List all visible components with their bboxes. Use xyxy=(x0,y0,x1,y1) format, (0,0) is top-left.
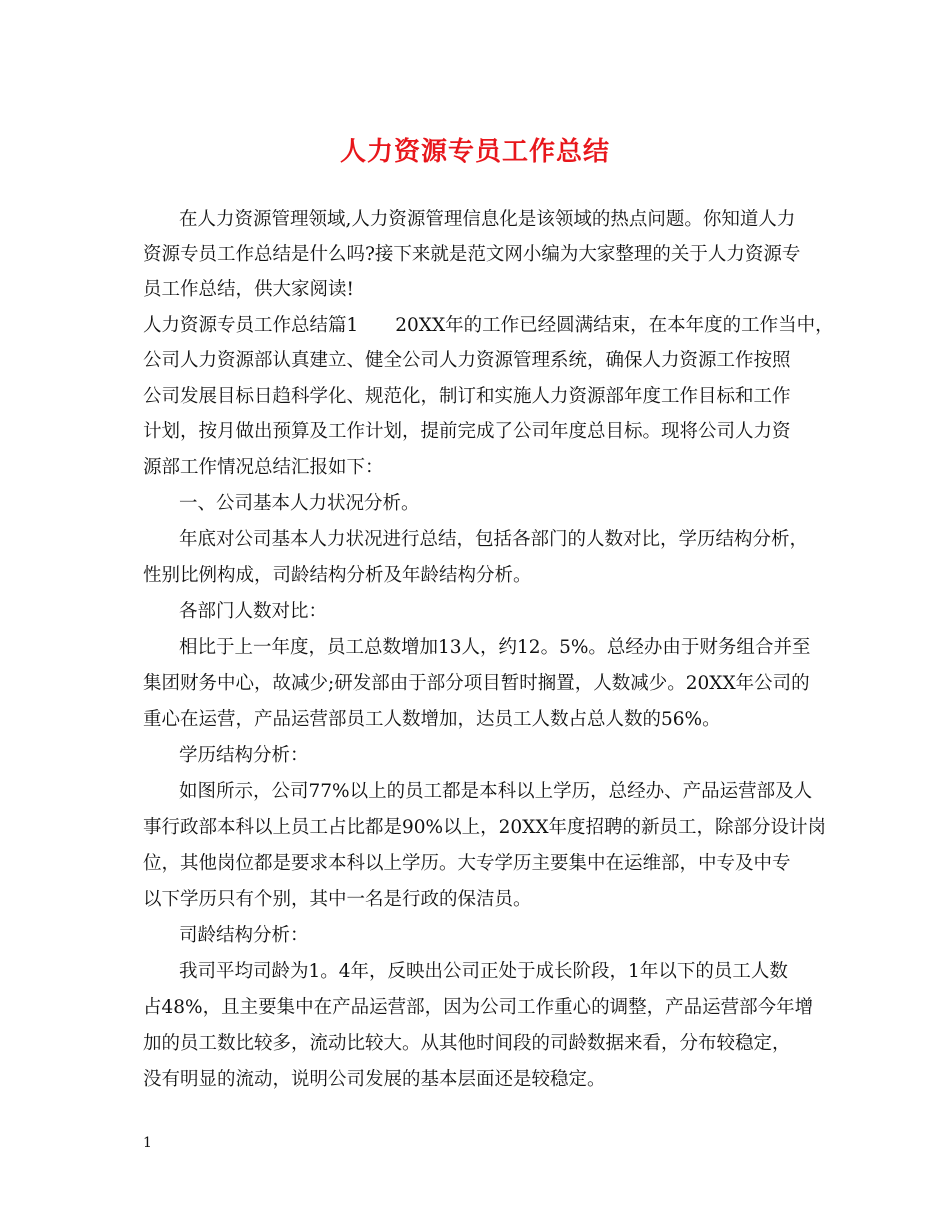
body-line: 源部工作情况总结汇报如下： xyxy=(143,457,384,478)
body-line: 年底对公司基本人力状况进行总结，包括各部门的人数对比，学历结构分析， xyxy=(179,529,809,550)
body-line: 加的员工数比较多，流动比较大。从其他时间段的司龄数据来看，分布较稳定， xyxy=(143,1033,791,1054)
subsection-heading: 学历结构分析： xyxy=(179,745,309,766)
subsection-heading: 各部门人数对比： xyxy=(179,601,328,622)
page-number: 1 xyxy=(143,1135,152,1151)
body-line: 相比于上一年度，员工总数增加13人，约12。5%。总经办由于财务组合并至 xyxy=(179,637,811,658)
body-line: 以下学历只有个别，其中一名是行政的保洁员。 xyxy=(143,889,532,910)
body-line: 员工作总结，供大家阅读! xyxy=(143,279,354,300)
body-line: 占48%，且主要集中在产品运营部，因为公司工作重心的调整，产品运营部今年增 xyxy=(143,997,814,1018)
body-line: 如图所示，公司77%以上的员工都是本科以上学历，总经办、产品运营部及人 xyxy=(179,781,813,802)
body-line: 集团财务中心，故减少;研发部由于部分项目暂时搁置，人数减少。20XX年公司的 xyxy=(143,673,810,694)
body-line: 资源专员工作总结是什么吗?接下来就是范文网小编为大家整理的关于人力资源专 xyxy=(143,244,801,265)
section-heading: 一、公司基本人力状况分析。 xyxy=(179,493,420,514)
body-line: 计划，按月做出预算及工作计划，提前完成了公司年度总目标。现将公司人力资 xyxy=(143,421,791,442)
body-line: 性别比例构成，司龄结构分析及年龄结构分析。 xyxy=(143,565,532,586)
body-line: 公司发展目标日趋科学化、规范化，制订和实施人力资源部年度工作目标和工作 xyxy=(143,386,791,407)
body-line: 人力资源专员工作总结篇1 20XX年的工作已经圆满结束，在本年度的工作当中， xyxy=(143,315,834,336)
body-line: 事行政部本科以上员工占比都是90%以上，20XX年度招聘的新员工，除部分设计岗 xyxy=(143,817,827,838)
document-title: 人力资源专员工作总结 xyxy=(339,137,610,167)
body-line: 位，其他岗位都是要求本科以上学历。大专学历主要集中在运维部，中专及中专 xyxy=(143,853,791,874)
body-line: 在人力资源管理领域,人力资源管理信息化是该领域的热点问题。你知道人力 xyxy=(179,209,796,230)
body-line: 我司平均司龄为1。4年，反映出公司正处于成长阶段，1年以下的员工人数 xyxy=(179,961,788,982)
subsection-heading: 司龄结构分析： xyxy=(179,925,309,946)
body-line: 没有明显的流动，说明公司发展的基本层面还是较稳定。 xyxy=(143,1069,606,1090)
body-line: 公司人力资源部认真建立、健全公司人力资源管理系统，确保人力资源工作按照 xyxy=(143,350,791,371)
body-line: 重心在运营，产品运营部员工人数增加，达员工人数占总人数的56%。 xyxy=(143,709,721,730)
